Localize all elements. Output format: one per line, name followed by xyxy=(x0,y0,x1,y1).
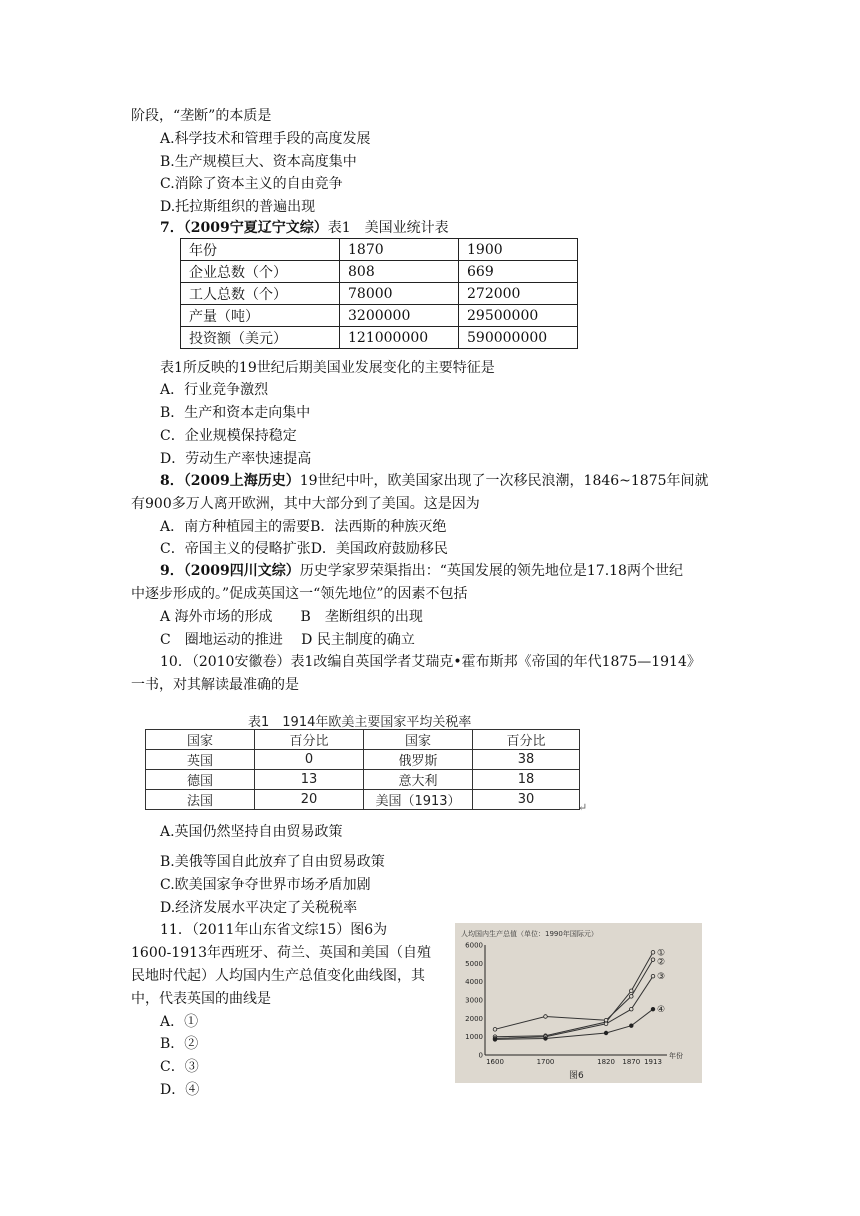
table-cell: 产量（吨） xyxy=(181,305,340,327)
q9-options-cd: C 圈地运动的推进 D 民主制度的确立 xyxy=(160,632,415,648)
table-header-cell: 国家 xyxy=(146,730,255,750)
table-row xyxy=(146,750,580,770)
table-header-cell: 百分比 xyxy=(255,730,364,750)
data-point xyxy=(493,1038,497,1042)
data-point xyxy=(493,1028,497,1032)
q7-option-c: C．企业规模保持稳定 xyxy=(160,428,297,444)
table-row xyxy=(181,283,578,305)
table-cell: 投资额（美元） xyxy=(181,327,340,349)
series-label-1: ① xyxy=(657,948,666,959)
q6-option-b: B.生产规模巨大、资本高度集中 xyxy=(160,154,357,170)
data-point xyxy=(651,951,655,955)
q11-text-line-4: 中，代表英国的曲线是 xyxy=(131,991,271,1007)
q11-text-line-2: 1600-1913年西班牙、荷兰、英国和美国（自殖 xyxy=(131,945,431,961)
q8-text-cont: 有900多万人离开欧洲，其中大部分到了美国。这是因为 xyxy=(131,496,480,512)
table-cell: 1900 xyxy=(459,239,578,261)
q9-text-cont: 中逐步形成的。”促成英国这一“领先地位”的因素不包括 xyxy=(131,586,468,602)
data-point xyxy=(604,1031,608,1035)
q10-option-b: B.美俄等国自此放弃了自由贸易政策 xyxy=(160,854,385,870)
q7-stem: 表1所反映的19世纪后期美国业发展变化的主要特征是 xyxy=(160,360,495,376)
table-row xyxy=(181,261,578,283)
y-tick-label: 2000 xyxy=(465,1014,483,1023)
q10-option-a: A.英国仍然坚持自由贸易政策 xyxy=(160,824,343,840)
table-cell: 808 xyxy=(340,261,459,283)
q9-source: （2009四川文综） xyxy=(183,563,300,579)
series-label-4: ④ xyxy=(657,1005,666,1016)
tariff-table xyxy=(145,729,580,810)
q10-option-c: C.欧美国家争夺世界市场矛盾加剧 xyxy=(160,877,371,893)
table-cell: 590000000 xyxy=(459,327,578,349)
gdp-chart-photo xyxy=(455,923,702,1083)
line-0: 阶段，“垄断”的本质是 xyxy=(131,108,272,124)
q9-number: 9． xyxy=(160,563,184,579)
data-point xyxy=(629,1024,633,1028)
table-cell: 法国 xyxy=(146,790,255,810)
x-tick-label: 1913 xyxy=(644,1058,662,1066)
chart-title: 人均国内生产总值（单位：1990年国际元） xyxy=(461,930,598,938)
q8-source: （2009上海历史） xyxy=(183,473,300,489)
table-cell: 272000 xyxy=(459,283,578,305)
q9-text: 历史学家罗荣渠指出：“英国发展的领先地位是17.18两个世纪 xyxy=(299,563,683,579)
q6-option-a: A.科学技术和管理手段的高度发展 xyxy=(160,131,371,147)
q9-options-ab: A 海外市场的形成 B 垄断组织的出现 xyxy=(160,609,423,625)
tariff-table-title: 表1 1914年欧美主要国家平均关税率 xyxy=(248,715,472,730)
question-10: 10．（2010安徽卷）表1改编自英国学者艾瑞克•霍布斯邦《帝国的年代1875—1914》 xyxy=(160,654,701,670)
table-row xyxy=(181,239,578,261)
series-label-3: ③ xyxy=(657,972,666,983)
question-11: 11．（2011年山东省文综15）图6为 xyxy=(160,922,388,938)
x-tick-label: 1600 xyxy=(486,1058,504,1066)
table-cell: 企业总数（个） xyxy=(181,261,340,283)
table-cell: 美国（1913） xyxy=(364,790,473,810)
q6-option-c: C.消除了资本主义的自由竞争 xyxy=(160,176,343,192)
industry-statistics-table xyxy=(180,238,578,349)
q7-text: 表1 美国业统计表 xyxy=(327,220,449,236)
x-tick-label: 1870 xyxy=(622,1058,641,1066)
table-cell: 3200000 xyxy=(340,305,459,327)
table-cell: 669 xyxy=(459,261,578,283)
question-9 xyxy=(160,561,683,581)
data-point xyxy=(651,958,655,962)
y-tick-label: 0 xyxy=(478,1051,483,1060)
table-row xyxy=(181,305,578,327)
x-tick-label: 1700 xyxy=(536,1058,555,1066)
table-header-cell: 百分比 xyxy=(473,730,580,750)
question-8 xyxy=(160,471,709,491)
y-tick-label: 4000 xyxy=(465,978,483,987)
data-point xyxy=(651,1007,655,1011)
q11-text-line-3: 民地时代起）人均国内生产总值变化曲线图，其 xyxy=(131,968,425,984)
table-cell: 38 xyxy=(473,750,580,770)
q7-option-b: B．生产和资本走向集中 xyxy=(160,405,311,421)
table-cell: 18 xyxy=(473,770,580,790)
table-cell: 0 xyxy=(255,750,364,770)
table-header-cell: 国家 xyxy=(364,730,473,750)
y-tick-label: 5000 xyxy=(465,959,483,968)
figure-caption: 图6 xyxy=(569,1071,584,1081)
data-point xyxy=(629,1007,633,1011)
q11-option-d: D．④ xyxy=(160,1082,200,1098)
data-point xyxy=(544,1037,548,1041)
table-row xyxy=(146,770,580,790)
q8-options-cd: C．帝国主义的侵略扩张D．美国政府鼓励移民 xyxy=(160,541,448,557)
table-cell: 29500000 xyxy=(459,305,578,327)
data-point xyxy=(604,1022,608,1026)
q11-option-b: B．② xyxy=(160,1036,199,1052)
q6-option-d: D.托拉斯组织的普遍出现 xyxy=(160,199,316,215)
gdp-line-chart xyxy=(455,923,702,1083)
q10-option-d: D.经济发展水平决定了关税税率 xyxy=(160,900,358,916)
x-axis-unit-label: 年份 xyxy=(669,1052,683,1060)
return-mark: ↵ xyxy=(578,801,588,814)
table-cell: 英国 xyxy=(146,750,255,770)
table-cell: 俄罗斯 xyxy=(364,750,473,770)
data-point xyxy=(629,989,633,993)
table-cell: 13 xyxy=(255,770,364,790)
data-point xyxy=(604,1018,608,1022)
data-point xyxy=(544,1015,548,1019)
q11-option-c: C．③ xyxy=(160,1059,199,1075)
question-7 xyxy=(160,218,449,238)
table-cell: 意大利 xyxy=(364,770,473,790)
table-cell: 30 xyxy=(473,790,580,810)
q8-number: 8． xyxy=(160,473,184,489)
table-row xyxy=(146,790,580,810)
q10-text-cont: 一书，对其解读最准确的是 xyxy=(131,677,299,693)
table-cell: 工人总数（个） xyxy=(181,283,340,305)
q7-option-a: A．行业竞争激烈 xyxy=(160,382,269,398)
q11-option-a: A．① xyxy=(160,1014,199,1030)
table-cell: 121000000 xyxy=(340,327,459,349)
y-tick-label: 1000 xyxy=(465,1033,483,1042)
table-cell: 1870 xyxy=(340,239,459,261)
series-label-2: ② xyxy=(657,957,666,968)
data-point xyxy=(651,974,655,978)
q7-number: 7． xyxy=(160,220,184,236)
table-cell: 78000 xyxy=(340,283,459,305)
table-cell: 年份 xyxy=(181,239,340,261)
table-header-row xyxy=(146,730,580,750)
table-row xyxy=(181,327,578,349)
q8-options-ab: A．南方种植园主的需要B．法西斯的种族灭绝 xyxy=(160,519,447,535)
y-tick-label: 6000 xyxy=(465,941,483,950)
data-point xyxy=(629,995,633,999)
q7-source: （2009宁夏辽宁文综） xyxy=(183,220,328,236)
table-cell: 德国 xyxy=(146,770,255,790)
y-tick-label: 3000 xyxy=(465,996,483,1005)
table-cell: 20 xyxy=(255,790,364,810)
series-labels xyxy=(657,948,665,1015)
q7-option-d: D．劳动生产率快速提高 xyxy=(160,451,312,467)
x-tick-label: 1820 xyxy=(597,1058,615,1066)
q8-text: 19世纪中叶，欧美国家出现了一次移民浪潮，1846~1875年间就 xyxy=(299,473,709,489)
